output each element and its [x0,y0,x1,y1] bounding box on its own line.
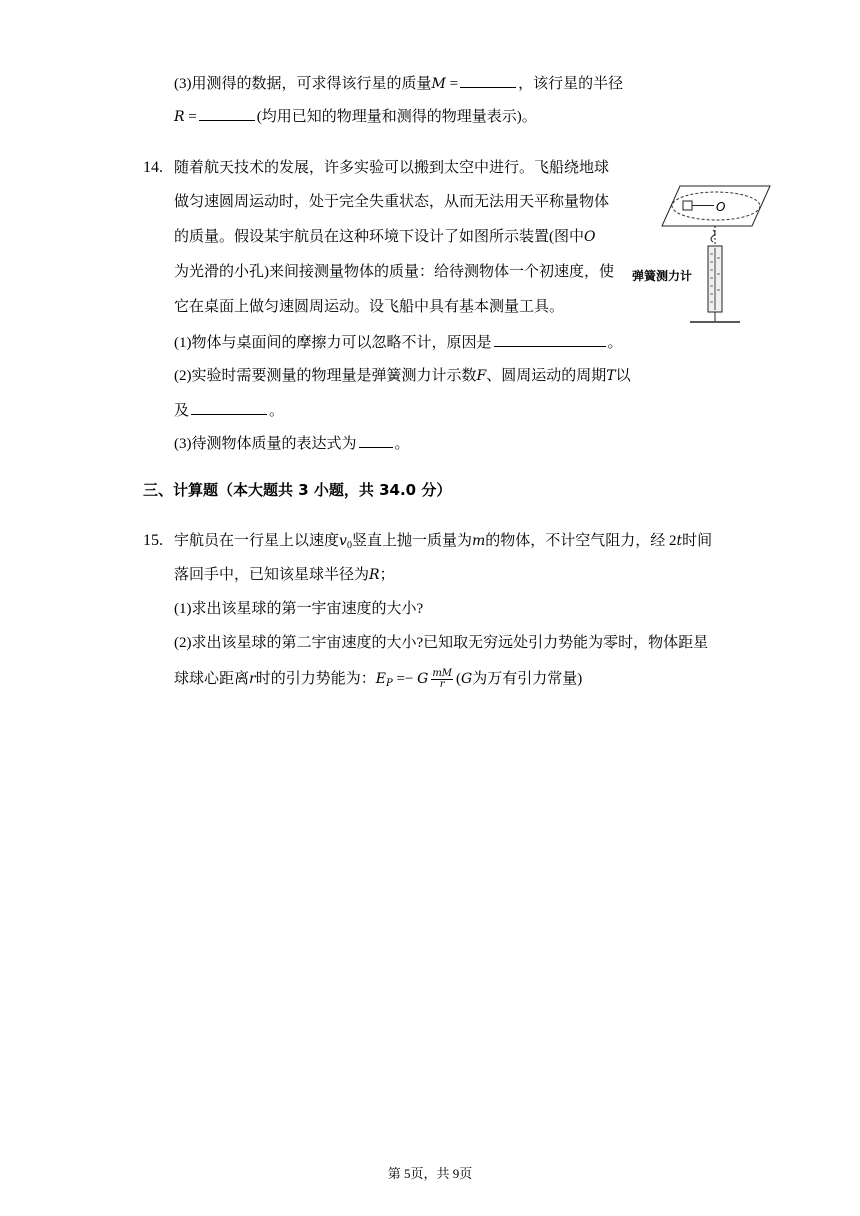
q15-part2-line2 [174,669,582,694]
answer-blank-mass-expression[interactable] [359,433,393,448]
object-block [683,201,692,210]
var-M: M [431,76,446,92]
var-G: G [417,671,429,687]
subscript-P: P [385,678,393,689]
q14-part2-line1 [174,366,631,386]
spring-meter-label: 弹簧测力计 [632,269,693,283]
q14-line3 [174,227,595,247]
var-m: m [471,533,486,549]
q13-part3-text: (3)用测得的数据，可求得该行星的质量 [174,76,432,92]
answer-blank-quantity[interactable] [191,400,267,415]
var-R: R [369,567,380,583]
period: 。 [269,403,285,419]
q15-line1 [174,531,712,556]
open-paren: ( [456,671,462,687]
q14-line1: 随着航天技术的发展，许多实验可以搬到太空中进行。飞船绕地球 [174,160,610,176]
equals-minus: =− [392,671,418,687]
q14-part2-line2 [174,400,284,421]
equals-sign: = [445,76,459,92]
q15-line1-text-d: 时间 [682,533,713,549]
hole-label-O: O [716,200,726,214]
q15-part2-text-b: 时的引力势能为： [255,671,376,687]
q15-line1-text-b: 竖直上抛一质量为 [351,533,472,549]
q13-part3-text-b: ，该行星的半径 [518,76,624,92]
section-heading-calculation: 三、计算题（本大题共 3 小题，共 34.0 分） [143,481,452,499]
period: 。 [607,335,623,351]
answer-blank-radius[interactable] [199,106,255,121]
answer-blank-friction-reason[interactable] [494,332,606,347]
var-E: E [375,671,386,687]
answer-blank-mass[interactable] [460,73,516,88]
q14-part3 [174,433,410,454]
q13-part3-line2 [174,106,537,127]
q15-line2-text: 落回手中，已知该星球半径为 [174,567,370,583]
question-number-14: 14. [143,159,163,176]
q15-line2 [174,565,395,585]
q14-line4: 为光滑的小孔)来间接测量物体的质量：给待测物体一个初速度，使 [174,264,614,280]
var-v: v [339,533,347,549]
q15-part2-text: 球球心距离 [174,671,250,687]
q14-part2-text-c: 以 [615,368,631,384]
q15-part2-line1: (2)求出该星球的第二宇宙速度的大小?已知取无穷远处引力势能为零时，物体距星 [174,635,709,651]
q15-part1: (1)求出该星球的第一宇宙速度的大小? [174,601,424,617]
q14-part2-text: (2)实验时需要测量的物理量是弹簧测力计示数 [174,368,477,384]
var-T: T [606,368,616,384]
q14-apparatus-figure [628,182,773,330]
page-footer: 第 5页，共 9页 [387,1166,473,1181]
q14-part3-text: (3)待测物体质量的表达式为 [174,436,357,452]
q13-part3-line1 [174,73,623,94]
q13-part3-text-c: (均用已知的物理量和测得的物理量表示)。 [256,109,537,125]
hook [711,230,715,242]
question-number-15: 15. [143,532,163,549]
q15-line1-text-c: 的物体，不计空气阻力，经 2 [485,533,677,549]
fraction-denominator: r [439,679,445,691]
q14-line3-text: 的质量。假设某宇航员在这种环境下设计了如图所示装置(图中 [174,229,584,245]
var-F: F [476,368,487,384]
period: 。 [394,436,410,452]
subscript-0: 0 [346,540,352,551]
q14-line2: 做匀速圆周运动时，处于完全失重状态，从而无法用天平称量物体 [174,194,610,210]
fraction-mM-over-r [431,669,453,690]
fraction-numerator: mM [432,668,453,680]
q15-line1-text: 宇航员在一行星上以速度 [174,533,340,549]
var-t: t [676,533,683,549]
var-G-2: G [461,671,473,687]
var-R: R [174,109,185,125]
q14-part2-text-b: 、圆周运动的周期 [486,368,607,384]
equals-sign: = [184,109,197,125]
q14-line5: 它在桌面上做匀速圆周运动。设飞船中具有基本测量工具。 [174,299,565,315]
q14-part2-text-d: 及 [174,403,190,419]
q15-part2-text-c: 为万有引力常量) [472,671,583,687]
semicolon: ； [379,567,395,583]
var-O: O [584,229,596,245]
q14-part1-text: (1)物体与桌面间的摩擦力可以忽略不计，原因是 [174,335,492,351]
var-r: r [249,671,256,687]
q14-part1 [174,332,623,353]
